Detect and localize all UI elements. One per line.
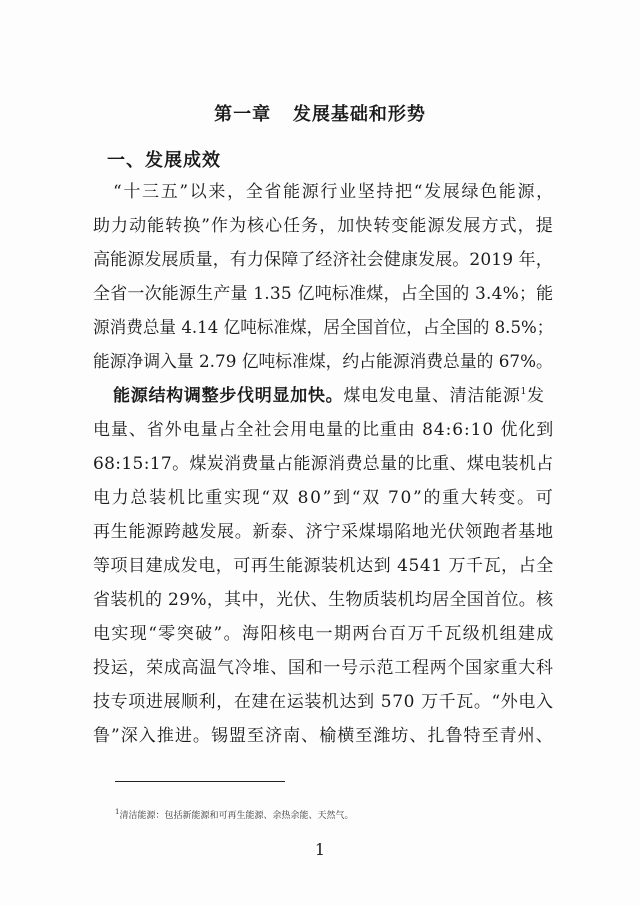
- paragraph-line: 电力总装机比重实现“双 80”到“双 70”的重大转变。可: [93, 488, 555, 508]
- paragraph-line: 68:15:17。煤炭消费量占能源消费总量的比重、煤电装机占: [93, 454, 554, 474]
- paragraph-line: 电量、省外电量占全社会用电量的比重由 84:6:10 优化到: [93, 420, 555, 440]
- paragraph-line-text: 煤电发电量、清洁能源: [343, 386, 521, 406]
- footnote-mark: 1: [115, 808, 120, 816]
- footnote: [115, 808, 353, 821]
- footnote-reference[interactable]: 1: [520, 387, 528, 397]
- paragraph-line-tail: 发: [527, 386, 545, 406]
- footnote-text: 清洁能源：包括新能源和可再生能源、余热余能、天然气。: [119, 811, 354, 821]
- chapter-title: 第一章 发展基础和形势: [214, 104, 426, 125]
- page-number: 1: [314, 840, 326, 859]
- paragraph-first-line: [113, 381, 545, 411]
- paragraph-line: 再生能源跨越发展。新泰、济宁采煤塌陷地光伏领跑者基地: [93, 522, 554, 542]
- paragraph-line: “十三五”以来，全省能源行业坚持把“发展绿色能源，: [113, 182, 555, 202]
- footnote-divider: [115, 781, 285, 782]
- paragraph-line: 鲁”深入推进。锡盟至济南、榆横至潍坊、扎鲁特至青州、: [93, 726, 554, 746]
- paragraph-line: 等项目建成发电，可再生能源装机达到 4541 万千瓦，占全: [93, 556, 554, 576]
- paragraph-lead-heading: 能源结构调整步伐明显加快。: [113, 386, 344, 406]
- paragraph-line: 电实现“零突破”。海阳核电一期两台百万千瓦级机组建成: [93, 624, 555, 644]
- paragraph-line: 全省一次能源生产量 1.35 亿吨标准煤，占全国的 3.4%；能: [93, 284, 554, 304]
- paragraph-line: 源消费总量 4.14 亿吨标准煤，居全国首位，占全国的 8.5%；: [93, 318, 554, 338]
- paragraph-line: 省装机的 29%，其中，光伏、生物质装机均居全国首位。核: [93, 590, 554, 610]
- paragraph-line: 高能源发展质量，有力保障了经济社会健康发展。2019 年，: [93, 250, 553, 270]
- paragraph-line: 技专项进展顺利，在建在运装机达到 570 万千瓦。“外电入: [93, 692, 554, 712]
- paragraph-line: 能源净调入量 2.79 亿吨标准煤，约占能源消费总量的 67%。: [93, 352, 553, 372]
- paragraph-line: 投运，荣成高温气冷堆、国和一号示范工程两个国家重大科: [93, 658, 554, 678]
- section-title: 一、发展成效: [107, 150, 221, 171]
- paragraph-line: 助力动能转换”作为核心任务，加快转变能源发展方式，提: [93, 216, 554, 236]
